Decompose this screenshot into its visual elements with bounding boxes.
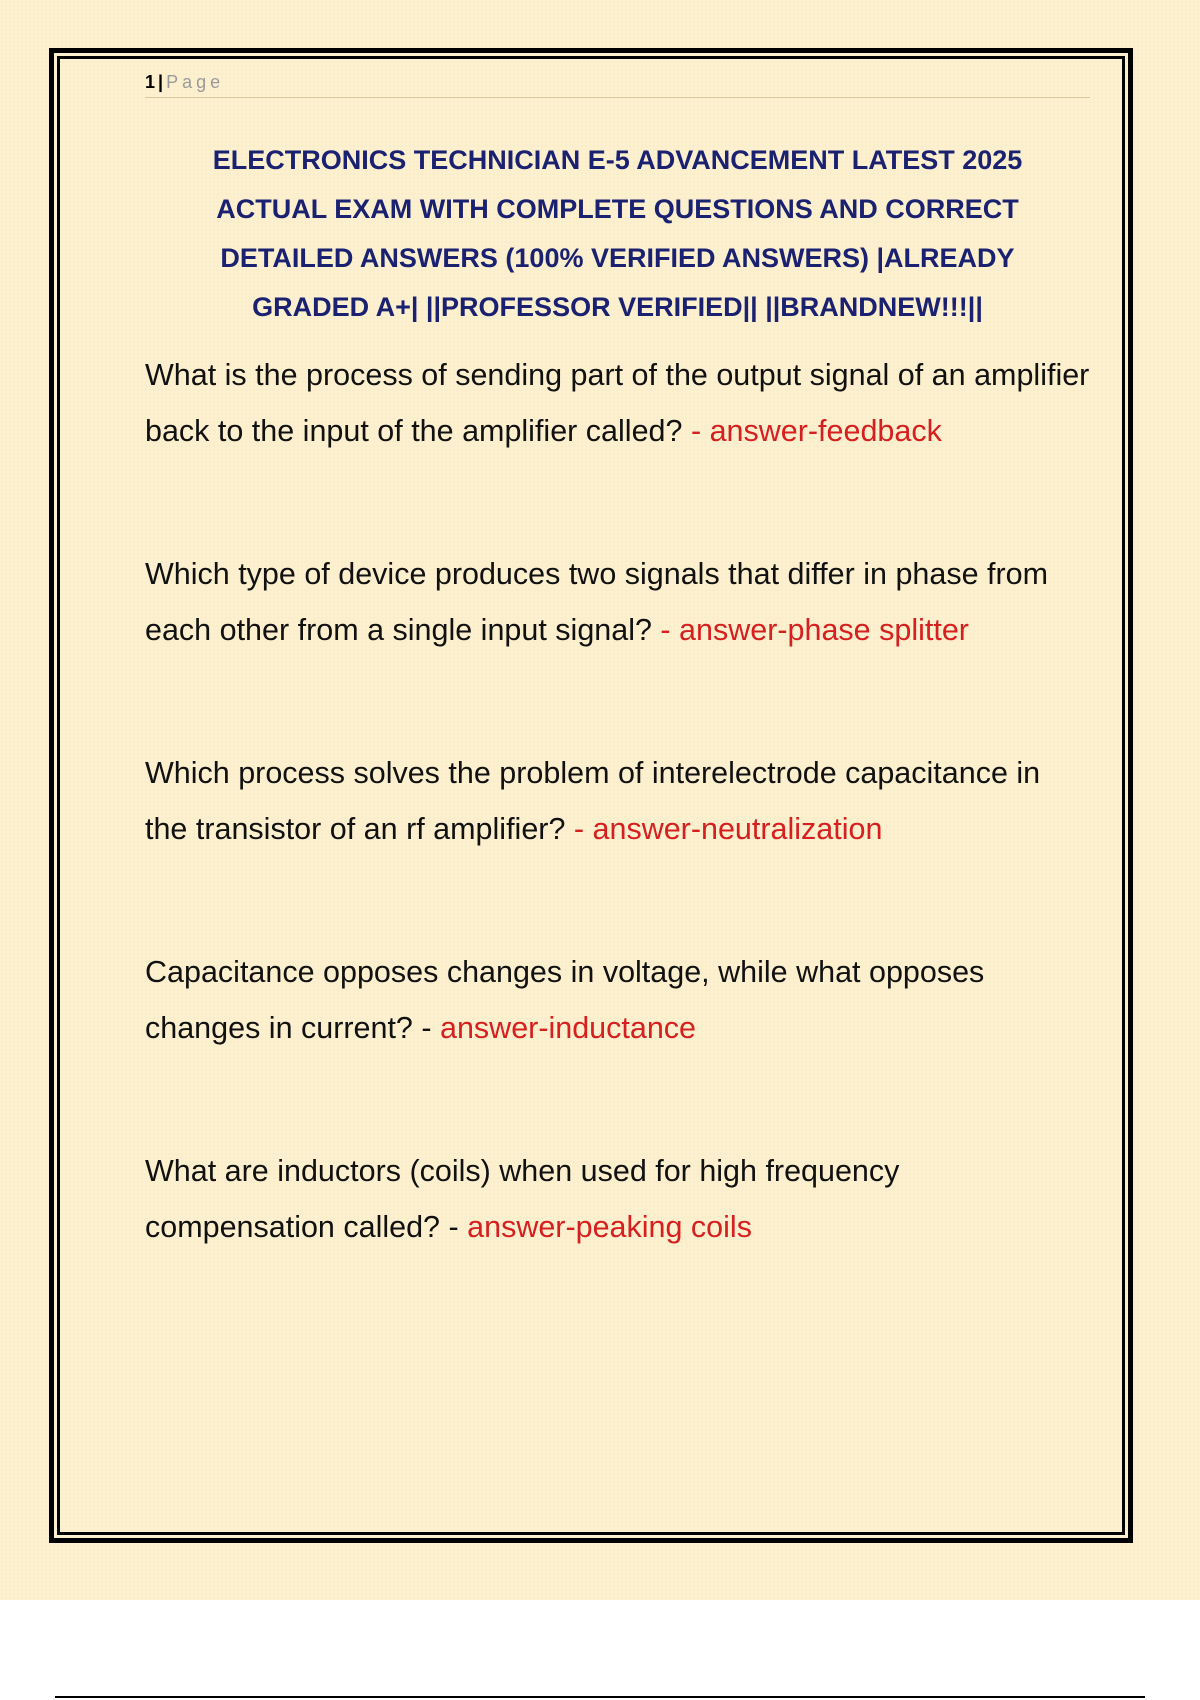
- page-number: 1: [145, 72, 156, 92]
- answer-text: answer-peaking coils: [467, 1210, 752, 1244]
- question-text: Capacitance opposes changes in voltage, while what opposes changes in current? -: [145, 955, 985, 1045]
- qa-list: [145, 347, 1090, 1255]
- qa-item: [145, 347, 1090, 459]
- answer-text: answer-inductance: [440, 1011, 697, 1045]
- page-content: [145, 70, 1090, 1255]
- question-text: Which process solves the problem of interelectrode capacitance in the transistor of an rf amplifier?: [145, 756, 1041, 846]
- question-text: What are inductors (coils) when used for high frequency compensation called? -: [145, 1154, 900, 1244]
- question-text: Which type of device produces two signals that differ in phase from each other from a single input signal?: [145, 557, 1049, 647]
- qa-item: [145, 546, 1090, 658]
- answer-text: - answer-feedback: [690, 414, 942, 448]
- qa-item: [145, 1143, 1090, 1255]
- page-label: Page: [166, 72, 225, 92]
- qa-item: [145, 745, 1090, 857]
- qa-item: [145, 944, 1090, 1056]
- document-title: ELECTRONICS TECHNICIAN E-5 ADVANCEMENT LATEST 2025 ACTUAL EXAM WITH COMPLETE QUESTIONS AND CORRECT DETAILED ANSWERS (100% VERIFIED ANSWERS) |ALREADY GRADED A+| ||PROFESSOR VERIFIED|| ||BRANDNEW!!!||: [212, 145, 1023, 322]
- question-text: What is the process of sending part of the output signal of an amplifier back to the input of the amplifier called?: [145, 358, 1090, 448]
- answer-text: - answer-neutralization: [573, 812, 883, 846]
- page-separator: |: [158, 72, 164, 92]
- page-header: [145, 70, 1090, 98]
- answer-text: - answer-phase splitter: [660, 613, 969, 647]
- next-page-rule: [55, 1696, 1145, 1698]
